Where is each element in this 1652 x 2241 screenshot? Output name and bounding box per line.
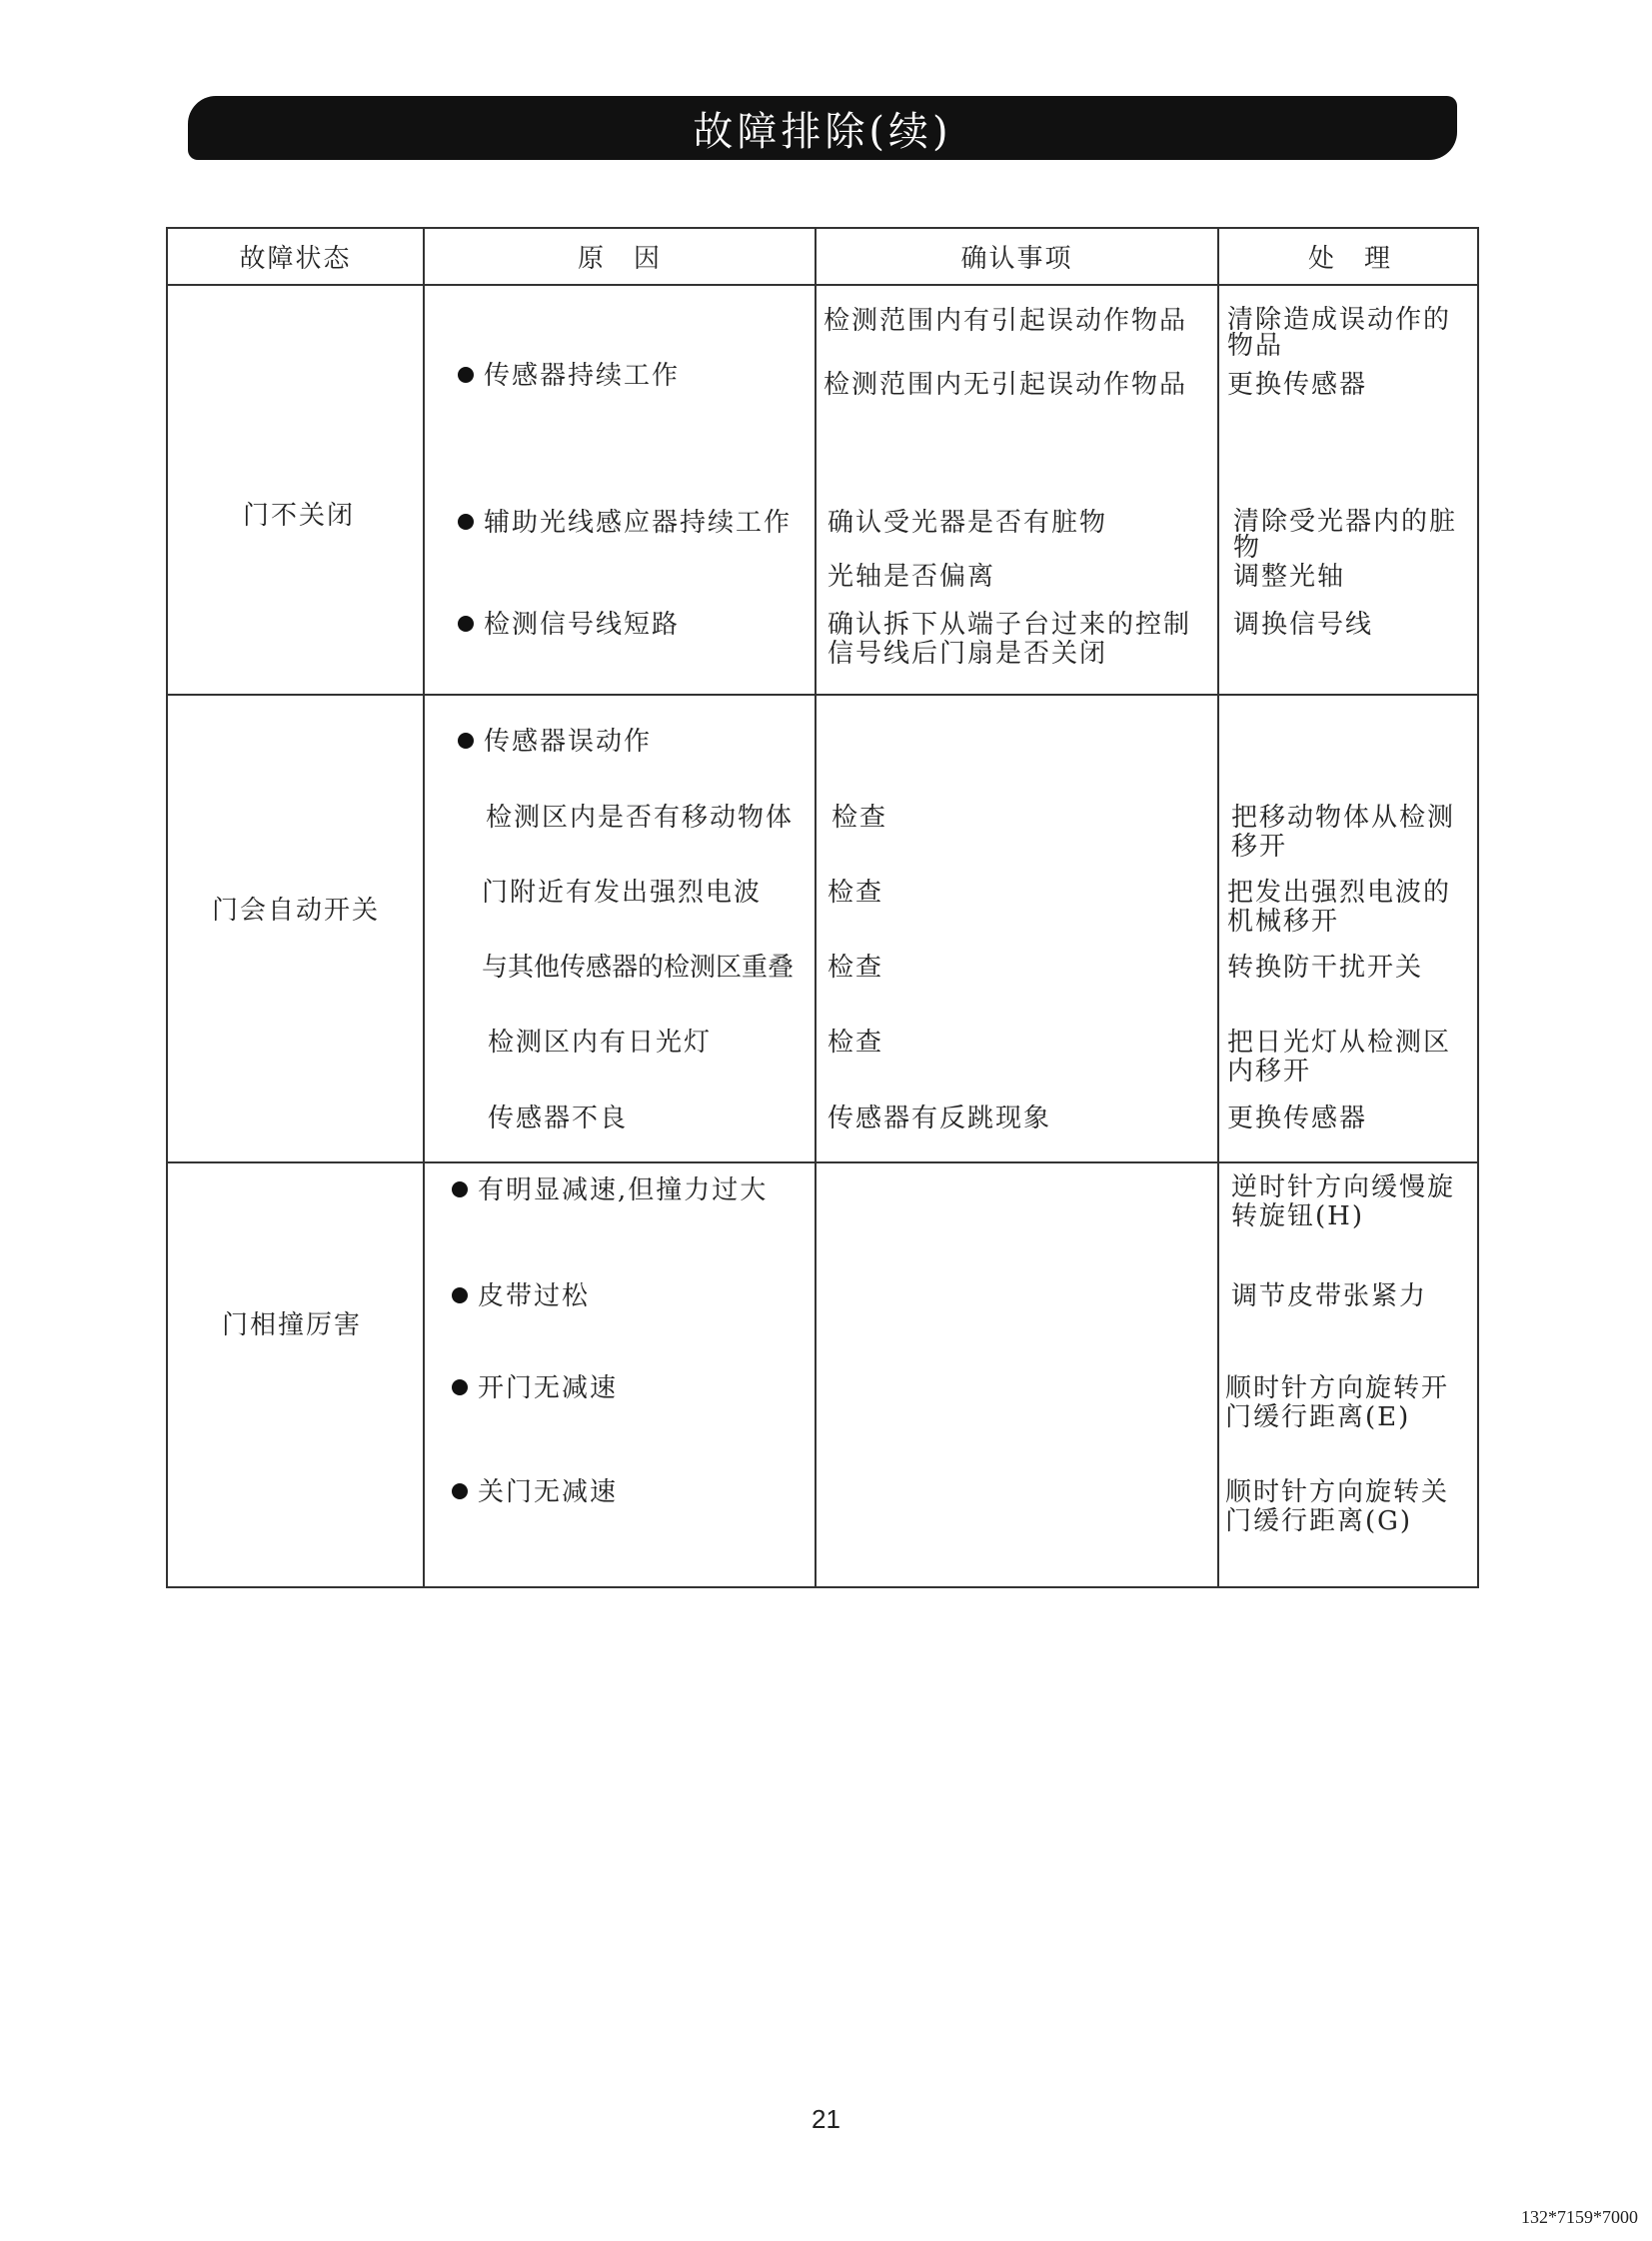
row-divider	[168, 694, 1477, 696]
cause-item: 检测区内有日光灯	[488, 1028, 713, 1058]
bullet-icon	[458, 733, 474, 749]
action-item: 顺时针方向旋转开门缓行距离(E)	[1225, 1373, 1450, 1432]
action-item: 更换传感器	[1227, 1104, 1368, 1133]
page-title: 故障排除(续)	[693, 108, 952, 155]
header-action: 处 理	[1307, 244, 1392, 274]
check-item: 检测范围内无引起误动作物品	[824, 370, 1188, 400]
check-item: 确认拆下从端子台过来的控制信号线后门扇是否关闭	[827, 610, 1192, 669]
action-item: 调节皮带张紧力	[1231, 1281, 1428, 1311]
bullet-icon	[452, 1483, 468, 1499]
column-divider	[423, 229, 425, 1586]
status-cell: 门会自动开关	[212, 896, 381, 926]
action-item: 清除造成误动作的物品	[1227, 305, 1452, 361]
action-item: 调整光轴	[1233, 562, 1346, 592]
cause-item: 与其他传感器的检测区重叠	[482, 953, 795, 983]
bullet-icon	[452, 1181, 468, 1197]
check-item: 确认受光器是否有脏物	[827, 508, 1108, 538]
action-item: 清除受光器内的脏物	[1233, 507, 1458, 563]
row-divider	[168, 284, 1477, 286]
cause-item: 检测信号线短路	[458, 611, 680, 640]
bullet-icon	[458, 616, 474, 632]
check-item: 光轴是否偏离	[827, 562, 996, 592]
cause-item: 有明显减速,但撞力过大	[452, 1176, 768, 1205]
check-item: 传感器有反跳现象	[827, 1104, 1052, 1133]
cause-item: 关门无减速	[452, 1478, 618, 1507]
action-item: 调换信号线	[1233, 610, 1374, 640]
check-item: 检查	[827, 953, 884, 983]
page-number: 21	[812, 2104, 840, 2134]
cause-item: 门附近有发出强烈电波	[482, 878, 763, 908]
action-item: 把日光灯从检测区内移开	[1227, 1028, 1452, 1087]
bullet-icon	[458, 367, 474, 383]
column-divider	[1217, 229, 1219, 1586]
status-cell: 门相撞厉害	[222, 1310, 363, 1340]
cause-item: 传感器误动作	[458, 728, 652, 757]
troubleshooting-table	[166, 227, 1479, 1588]
row-divider	[168, 1161, 1477, 1163]
bullet-icon	[458, 514, 474, 530]
action-item: 顺时针方向旋转关门缓行距离(G)	[1225, 1477, 1450, 1536]
action-item: 逆时针方向缓慢旋转旋钮(H)	[1231, 1172, 1456, 1231]
check-item: 检查	[827, 878, 884, 908]
status-cell: 门不关闭	[243, 501, 356, 531]
check-item: 检查	[831, 803, 888, 833]
cause-item: 辅助光线感应器持续工作	[458, 509, 792, 538]
header-status: 故障状态	[239, 244, 352, 274]
bullet-icon	[452, 1379, 468, 1395]
column-divider	[815, 229, 817, 1586]
header-check: 确认事项	[960, 244, 1073, 274]
check-item: 检查	[827, 1028, 884, 1058]
footer-code: 132*7159*7000	[1521, 2207, 1638, 2227]
action-item: 把移动物体从检测移开	[1231, 803, 1456, 862]
cause-item: 皮带过松	[452, 1282, 590, 1311]
header-cause: 原 因	[577, 244, 662, 274]
bullet-icon	[452, 1287, 468, 1303]
check-item: 检测范围内有引起误动作物品	[824, 306, 1188, 336]
cause-item: 检测区内是否有移动物体	[486, 803, 795, 833]
action-item: 把发出强烈电波的机械移开	[1227, 878, 1452, 937]
title-banner	[188, 96, 1457, 160]
cause-item: 开门无减速	[452, 1374, 618, 1403]
action-item: 转换防干扰开关	[1227, 953, 1424, 983]
cause-item: 传感器不良	[488, 1104, 629, 1133]
action-item: 更换传感器	[1227, 370, 1368, 400]
cause-item: 传感器持续工作	[458, 362, 680, 391]
